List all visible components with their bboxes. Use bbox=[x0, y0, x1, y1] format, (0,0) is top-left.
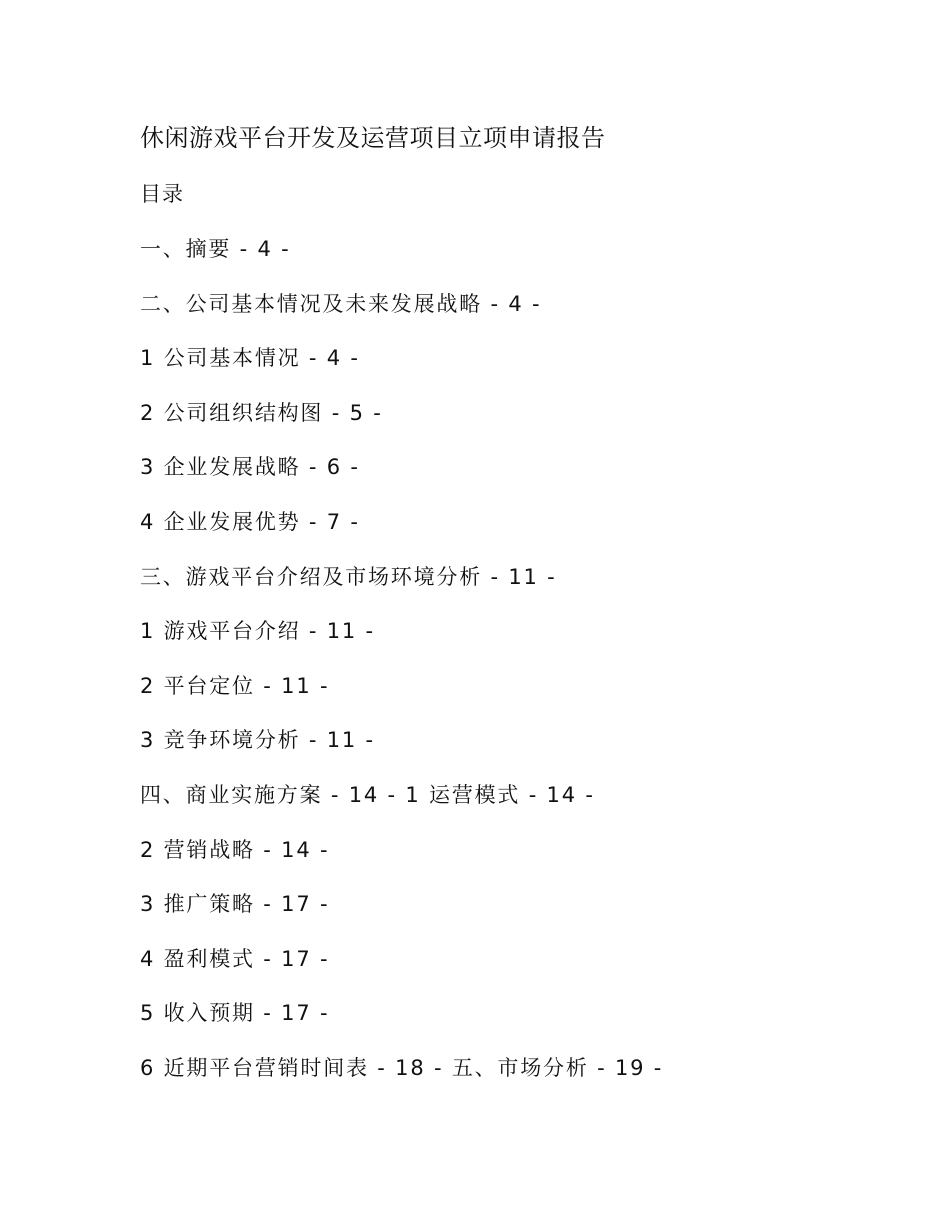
toc-heading: 目录 bbox=[140, 182, 184, 206]
table-of-contents bbox=[140, 233, 663, 1107]
toc-entry: 2 营销战略 - 14 - bbox=[140, 837, 330, 862]
toc-entry: 一、摘要 - 4 - bbox=[140, 237, 291, 261]
document-title: 休闲游戏平台开发及运营项目立项申请报告 bbox=[140, 124, 606, 152]
toc-entry: 4 企业发展优势 - 7 - bbox=[140, 509, 360, 534]
toc-entry: 6 近期平台营销时间表 - 18 - 五、市场分析 - 19 - bbox=[140, 1055, 664, 1080]
toc-entry: 二、公司基本情况及未来发展战略 - 4 - bbox=[140, 291, 542, 316]
toc-entry: 3 竞争环境分析 - 11 - bbox=[140, 728, 375, 753]
toc-entry: 1 游戏平台介绍 - 11 - bbox=[140, 619, 375, 644]
toc-entry: 1 公司基本情况 - 4 - bbox=[140, 346, 360, 371]
toc-entry: 3 推广策略 - 17 - bbox=[140, 892, 330, 917]
toc-entry: 5 收入预期 - 17 - bbox=[140, 1001, 330, 1026]
toc-entry: 2 平台定位 - 11 - bbox=[140, 673, 330, 698]
toc-entry: 2 公司组织结构图 - 5 - bbox=[140, 400, 383, 425]
toc-entry: 4 盈利模式 - 17 - bbox=[140, 946, 330, 971]
toc-entry: 三、游戏平台介绍及市场环境分析 - 11 - bbox=[140, 564, 557, 589]
toc-entry: 3 企业发展战略 - 6 - bbox=[140, 455, 360, 480]
toc-entry: 四、商业实施方案 - 14 - 1 运营模式 - 14 - bbox=[140, 782, 595, 807]
